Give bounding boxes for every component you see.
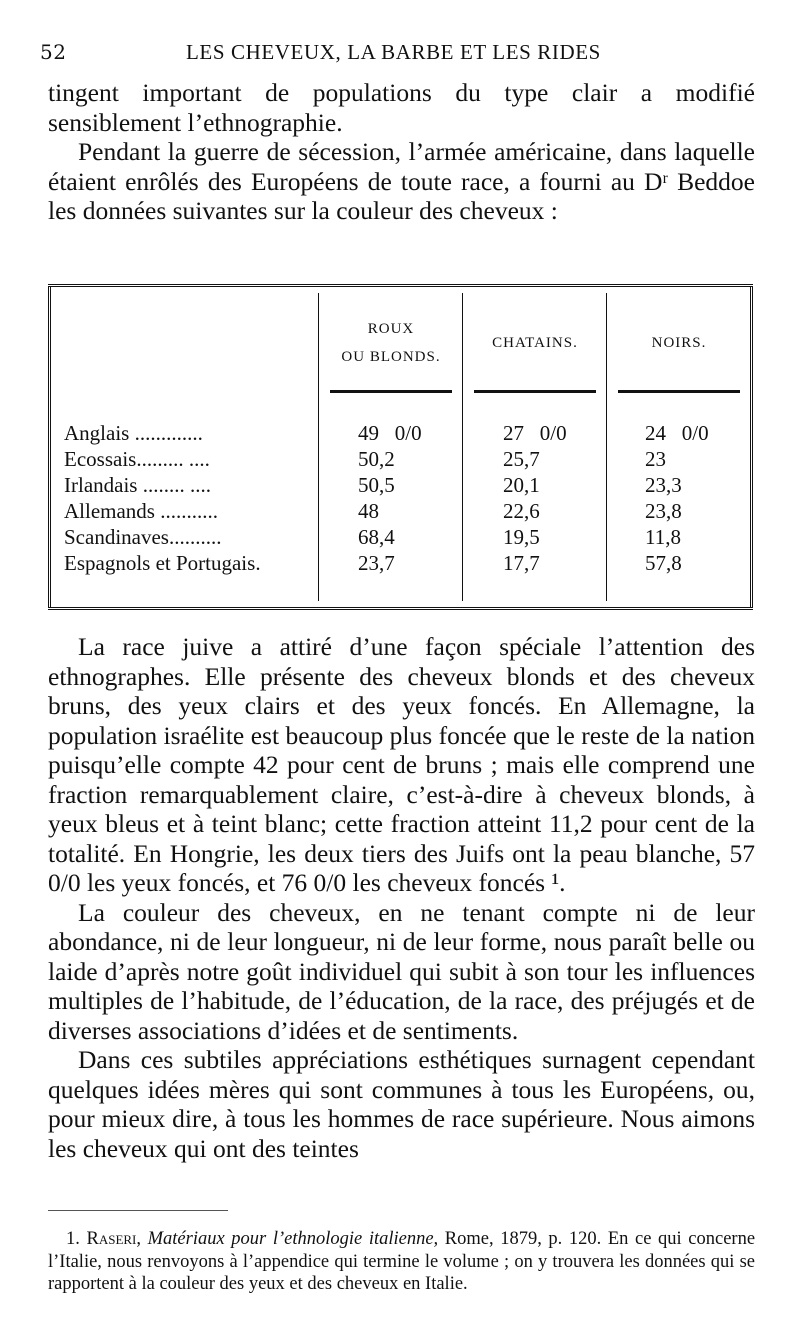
page-header xyxy=(40,36,755,66)
header-noirs: NOIRS. xyxy=(651,335,707,351)
table-row: Scandinaves.......... 68,4 19,5 11,8 xyxy=(64,525,681,549)
footnote-rule xyxy=(48,1210,228,1211)
table-row: Anglais ............. 49 0/0 27 0/0 24 0/0 xyxy=(64,421,709,445)
bottom-text xyxy=(48,632,755,1163)
paragraph: Pendant la guerre de sécession, l’armée américaine, dans laquelle étaient enrôlés des Européens de toute race, a fourni au Dʳ Beddoe les données suivantes sur la couleur des cheveux : xyxy=(48,137,755,225)
footnote-number: 1. xyxy=(66,1229,80,1249)
top-text xyxy=(48,78,755,226)
paragraph: Dans ces subtiles appréciations esthétiques surnagent cependant quelques idées mères qui sont communes à tous les Européens, ou, pour mieux dire, à tous les hommes de race supérieure. Nous aimons les cheveux qui ont des teintes xyxy=(48,1045,755,1163)
footnote-text: Rome, 1879, p. 120. En ce qui concerne l’Italie, nous renvoyons à l’appendice qui termine le volume ; on y trouvera les données qui se rapportent à la couleur des yeux et des cheveux en Italie. xyxy=(48,1229,756,1294)
paragraph: La race juive a attiré d’une façon spéciale l’attention des ethnographes. Elle présente des cheveux blonds et des cheveux bruns, des yeux clairs et des yeux foncés. En Allemagne, la population israélite est beaucoup plus foncée que le reste de la nation puisqu’elle compte 42 pour cent de bruns ; mais elle comprend une fraction remarquablement claire, c’est-à-dire à cheveux blonds, à yeux bleus et à teint blanc; cette fraction atteint 11,2 pour cent de la totalité. En Hongrie, les deux tiers des Juifs ont la peau blanche, 57 0/0 les yeux foncés, et 76 0/0 les cheveux foncés ¹. xyxy=(48,632,755,897)
paragraph: La couleur des cheveux, en ne tenant compte ni de leur abondance, ni de leur longueur, ni de leur forme, nous paraît belle ou laide d’après notre goût individuel qui subit à son tour les influences multiples de l’habitude, de l’éducation, de la race, des préjugés et de diverses associations d’idées et de sentiments. xyxy=(48,897,755,1045)
hair-color-table xyxy=(48,284,753,610)
table-row: Allemands ........... 48 22,6 23,8 xyxy=(64,499,682,523)
running-title: LES CHEVEUX, LA BARBE ET LES RIDES xyxy=(186,40,601,64)
table-row: Espagnols et Portugais. 23,7 17,7 57,8 xyxy=(64,551,682,575)
book-page xyxy=(40,0,756,1343)
paragraph: tingent important de populations du type clair a modifié sensiblement l’ethnographie. xyxy=(48,78,755,137)
header-chatains: CHATAINS. xyxy=(492,335,578,351)
footnote-author: Raseri, xyxy=(86,1229,142,1249)
table-row: Ecossais......... .... 50,2 25,7 23 xyxy=(64,447,666,471)
footnote xyxy=(48,1228,755,1296)
footnote-title: Matériaux pour l’ethnologie italienne, xyxy=(147,1229,439,1249)
page-number: 52 xyxy=(40,40,67,64)
header-roux: ROUX OU BLONDS. xyxy=(341,321,441,365)
header-rule xyxy=(474,390,596,393)
table-row: Irlandais ........ .... 50,5 20,1 23,3 xyxy=(64,473,682,497)
header-rule xyxy=(330,390,452,393)
header-rule xyxy=(618,390,740,393)
